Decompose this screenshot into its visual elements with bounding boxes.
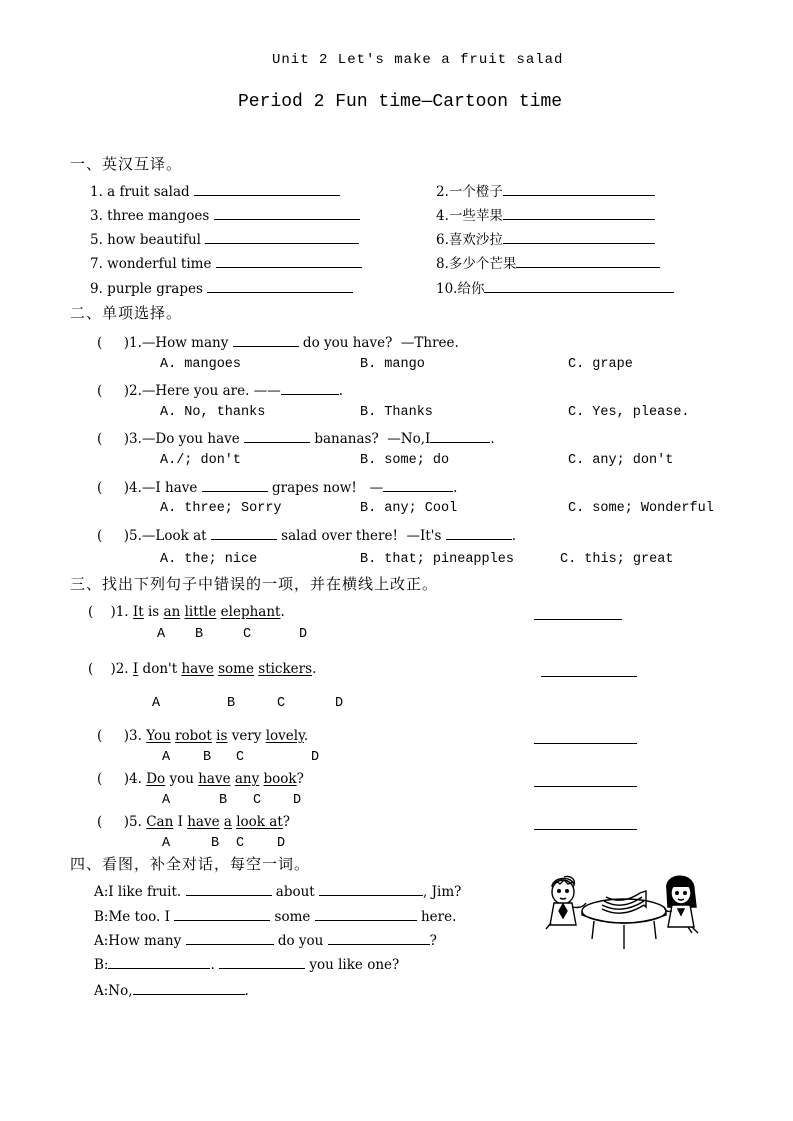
s3-q3-letter-b: B [203,750,212,765]
s4-dialogue-line-4: B: . you like one? [94,957,400,973]
s3-q2-letter-a: A [152,696,161,711]
s2-blank[interactable] [202,478,268,492]
s3-q4-letter-d: D [293,793,302,808]
s3-q4-letter-b: B [219,793,228,808]
s3-question-5: ( )5. Can I have a look at? [97,814,291,830]
s2-q2-option-a[interactable]: A. No, thanks [160,405,266,420]
s2-blank[interactable] [383,478,453,492]
s3-q5-letter-d: D [277,836,286,851]
s2-q5-option-c[interactable]: C. this; great [560,552,674,567]
s4-dialogue-line-2: B:Me too. I some here. [94,909,457,925]
s4-blank[interactable] [219,955,305,969]
s4-blank[interactable] [108,955,210,969]
s1-answer-blank[interactable] [516,254,660,268]
s2-blank[interactable] [211,526,277,540]
section3-title: 三、找出下列句子中错误的一项，并在横线上改正。 [70,575,439,593]
s1-answer-blank[interactable] [484,279,674,293]
s2-question-5: ( )5.—Look at salad over there! —It's . [97,528,516,544]
s3-q3-letter-a: A [162,750,171,765]
s2-blank[interactable] [244,429,310,443]
s2-q1-option-c[interactable]: C. grape [568,357,633,372]
s1-item-4: 4.一些苹果 [436,206,655,225]
s3-question-3: ( )3. You robot is very lovely. [97,728,309,744]
s2-q1-option-a[interactable]: A. mangoes [160,357,242,372]
s1-item-9: 9. purple grapes [90,279,353,298]
s1-answer-blank[interactable] [503,182,655,196]
section4-title: 四、看图，补全对话，每空一词。 [70,855,311,873]
s3-q1-letter-d: D [299,627,308,642]
s1-answer-blank[interactable] [205,230,359,244]
s4-blank[interactable] [174,907,270,921]
s3-q4-letter-c: C [253,793,262,808]
s4-dialogue-line-3: A:How many do you ? [94,933,437,949]
s1-answer-blank[interactable] [207,279,353,293]
s3-q2-letter-c: C [277,696,286,711]
s3-q5-letter-c: C [236,836,245,851]
period-title: Period 2 Fun time—Cartoon time [238,92,563,112]
s1-item-6: 6.喜欢沙拉 [436,230,655,249]
s2-q3-option-a[interactable]: A./; don't [160,453,242,468]
s1-item-5: 5. how beautiful [90,230,359,249]
s1-answer-blank[interactable] [194,182,340,196]
s2-question-3: ( )3.—Do you have bananas? —No,I . [97,431,495,447]
s2-q1-option-b[interactable]: B. mango [360,357,425,372]
s3-q3-letter-c: C [236,750,245,765]
s4-blank[interactable] [319,882,423,896]
s1-item-10: 10.给你 [436,279,674,298]
s3-q1-letter-c: C [243,627,252,642]
s3-q5-answer-line[interactable] [534,829,637,830]
s2-blank[interactable] [430,429,490,443]
s2-q5-option-b[interactable]: B. that; pineapples [360,552,514,567]
s2-q4-option-b[interactable]: B. any; Cool [360,501,458,516]
s3-q1-answer-line[interactable] [534,619,622,620]
s4-dialogue-line-5: A:No, . [94,983,249,999]
s3-q5-letter-b: B [211,836,220,851]
s4-blank[interactable] [186,882,272,896]
s4-blank[interactable] [328,931,430,945]
s2-q4-option-c[interactable]: C. some; Wonderful [568,501,714,516]
s4-blank[interactable] [186,931,274,945]
s1-answer-blank[interactable] [216,254,362,268]
s2-blank[interactable] [233,333,299,347]
s2-question-1: ( )1.—How many do you have? —Three. [97,335,459,351]
s2-blank[interactable] [281,381,339,395]
s4-blank[interactable] [315,907,417,921]
s3-question-1: ( )1. It is an little elephant. [88,604,285,620]
unit-title: Unit 2 Let's make a fruit salad [272,52,564,68]
s4-blank[interactable] [133,981,245,995]
s3-q4-letter-a: A [162,793,171,808]
s1-item-7: 7. wonderful time [90,254,362,273]
s2-blank[interactable] [446,526,512,540]
s1-item-2: 2.一个橙子 [436,182,655,201]
s1-answer-blank[interactable] [503,206,655,220]
s1-item-3: 3. three mangoes [90,206,360,225]
s2-q2-option-b[interactable]: B. Thanks [360,405,433,420]
section2-title: 二、单项选择。 [70,304,183,322]
s3-q4-answer-line[interactable] [534,786,637,787]
s3-q2-answer-line[interactable] [541,676,637,677]
s1-answer-blank[interactable] [214,206,360,220]
s2-q2-option-c[interactable]: C. Yes, please. [568,405,690,420]
s3-q1-letter-a: A [157,627,166,642]
s3-q1-letter-b: B [195,627,204,642]
s2-q4-option-a[interactable]: A. three; Sorry [160,501,282,516]
s3-question-4: ( )4. Do you have any book? [97,771,304,787]
s3-q5-letter-a: A [162,836,171,851]
s3-q2-letter-b: B [227,696,236,711]
s4-dialogue-line-1: A:I like fruit. about , Jim? [94,884,462,900]
section1-title: 一、英汉互译。 [70,155,183,173]
s2-question-4: ( )4.—I have grapes now! — . [97,480,458,496]
s3-question-2: ( )2. I don't have some stickers. [88,661,317,677]
children-fruit-table-icon [542,873,704,955]
s2-q3-option-b[interactable]: B. some; do [360,453,450,468]
s3-q2-letter-d: D [335,696,344,711]
s1-item-8: 8.多少个芒果 [436,254,660,273]
s2-q5-option-a[interactable]: A. the; nice [160,552,258,567]
s3-q3-letter-d: D [311,750,320,765]
s1-answer-blank[interactable] [503,230,655,244]
s3-q3-answer-line[interactable] [534,743,637,744]
s2-question-2: ( )2.—Here you are. —— . [97,383,344,399]
s2-q3-option-c[interactable]: C. any; don't [568,453,674,468]
s1-item-1: 1. a fruit salad [90,182,340,201]
